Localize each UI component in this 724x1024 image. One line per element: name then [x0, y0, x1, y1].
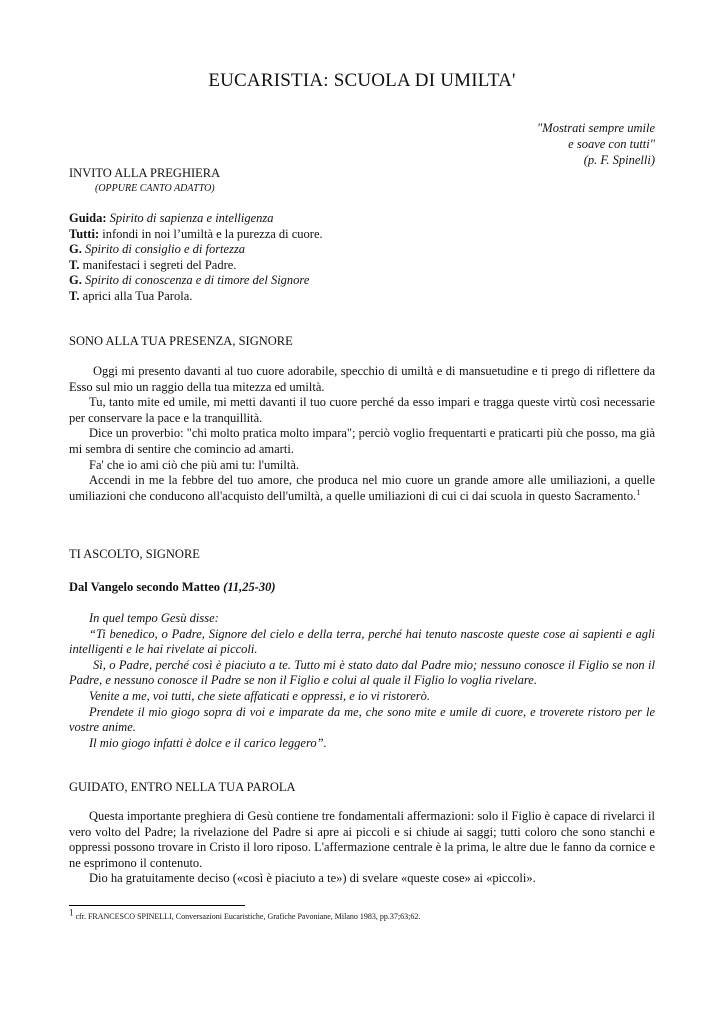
paragraph: Fa' che io ami ciò che più ami tu: l'umiltà. [89, 457, 300, 472]
speaker-label: Guida: [69, 211, 107, 225]
dialogue-text: manifestaci i segreti del Padre. [82, 257, 237, 272]
paragraph: Venite a me, voi tutti, che siete affaticati e oppressi, e io vi ristorerò. [89, 688, 431, 703]
footnote-reference[interactable]: 1 [636, 487, 641, 497]
footnote-text: cfr. FRANCESCO SPINELLI, Conversazioni Eucaristiche, Grafiche Pavoniane, Milano 1983, pp.37;63;62. [75, 912, 421, 921]
footnote [69, 907, 421, 921]
paragraph: Dio ha gratuitamente deciso («così è piaciuto a te») di svelare «queste cose» ai «piccoli». [89, 871, 536, 886]
dialogue-line [69, 242, 323, 258]
reading-title-text: Dal Vangelo secondo Matteo [69, 580, 221, 594]
presenza-text [69, 364, 655, 504]
paragraph-text: Accendi in me la febbre del tuo amore, che produca nel mio cuore un grande amore alle umiliazioni, a quelle umiliazioni che conducono all'acquisto dell'umiltà, a quelle umiliazioni di cui ci dai scuola in questo Sacramento. [69, 473, 655, 503]
dialogue-line [69, 211, 323, 227]
section-heading-presenza: SONO ALLA TUA PRESENZA, SIGNORE [69, 334, 293, 348]
page-title: EUCARISTIA: SCUOLA DI UMILTA' [208, 70, 516, 91]
reading-reference: (11,25-30) [223, 580, 276, 594]
paragraph: Il mio giogo infatti è dolce e il carico leggero”. [89, 735, 327, 750]
paragraph: “Ti benedico, o Padre, Signore del cielo e della terra, perché hai tenuto nascoste queste cose ai sapienti e agli intelligenti e le hai rivelate ai piccoli. [69, 626, 655, 657]
dialogue-text: aprici alla Tua Parola. [82, 288, 193, 303]
section-heading-guidato: GUIDATO, ENTRO NELLA TUA PAROLA [69, 780, 296, 794]
speaker-label: Tutti: [69, 226, 100, 241]
prayer-dialogue [69, 211, 323, 305]
paragraph: Questa importante preghiera di Gesù contiene tre fondamentali affermazioni: solo il Figlio è capace di rivelarci il vero volto del Padre; la rivelazione del Padre si apre ai piccoli e si chiude ai saggi; tutti coloro che sono stanchi e oppressi possono trovare in Cristo il loro riposo. L'affermazione centrale è la prima, le altre due le fanno da cornice e ne esprimono il contenuto. [69, 809, 655, 870]
guidato-text [69, 809, 655, 887]
speaker-label: G. [69, 273, 82, 288]
footnote-mark: 1 [69, 907, 74, 918]
dialogue-text: Spirito di conoscenza e di timore del Signore [84, 273, 310, 288]
footnote-divider [69, 905, 245, 906]
paragraph: Dice un proverbio: "chi molto pratica molto impara"; perciò voglio frequentarti e praticarti più che posso, ma già mi sembra di sentire che comincio ad amarti. [69, 426, 655, 456]
speaker-label: T. [69, 288, 80, 303]
paragraph: In quel tempo Gesù disse: [89, 611, 219, 625]
speaker-label: T. [69, 257, 80, 272]
epigraph-line: "Mostrati sempre umile [537, 121, 655, 135]
dialogue-line [69, 289, 323, 305]
dialogue-text: Spirito di consiglio e di fortezza [84, 242, 246, 257]
epigraph-attribution: (p. F. Spinelli) [583, 153, 655, 167]
gospel-text [69, 611, 655, 751]
epigraph-line: e soave con tutti" [568, 137, 655, 151]
section-heading-invito: INVITO ALLA PREGHIERA [69, 166, 221, 180]
paragraph [69, 473, 655, 504]
reading-title [69, 580, 276, 595]
dialogue-line [69, 227, 323, 243]
paragraph: Prendete il mio giogo sopra di voi e imparate da me, che sono mite e umile di cuore, e troverete ristoro per le vostre anime. [69, 704, 655, 735]
section-note: (OPPURE CANTO ADATTO) [95, 183, 215, 194]
paragraph: Sì, o Padre, perché così è piaciuto a te. Tutto mi è stato dato dal Padre mio; nessuno conosce il Figlio se non il Padre, e nessuno conosce il Padre se non il Figlio e colui al quale il Figlio lo voglia rivelare. [69, 657, 655, 688]
paragraph: Oggi mi presento davanti al tuo cuore adorabile, specchio di umiltà e di mansuetudine e ti prego di riflettere da Esso sul mio un raggio della tua mitezza ed umiltà. [69, 364, 655, 394]
dialogue-text: Spirito di sapienza e intelligenza [109, 211, 274, 225]
paragraph: Tu, tanto mite ed umile, mi metti davanti il tuo cuore perché da esso impari e tragga queste virtù così necessarie per conservare la pace e la tranquillità. [69, 395, 655, 425]
section-heading-ascolto: TI ASCOLTO, SIGNORE [69, 547, 200, 561]
dialogue-line [69, 273, 323, 289]
epigraph [537, 120, 655, 168]
dialogue-text: infondi in noi l’umiltà e la purezza di cuore. [102, 226, 323, 241]
speaker-label: G. [69, 242, 82, 257]
dialogue-line [69, 258, 323, 274]
